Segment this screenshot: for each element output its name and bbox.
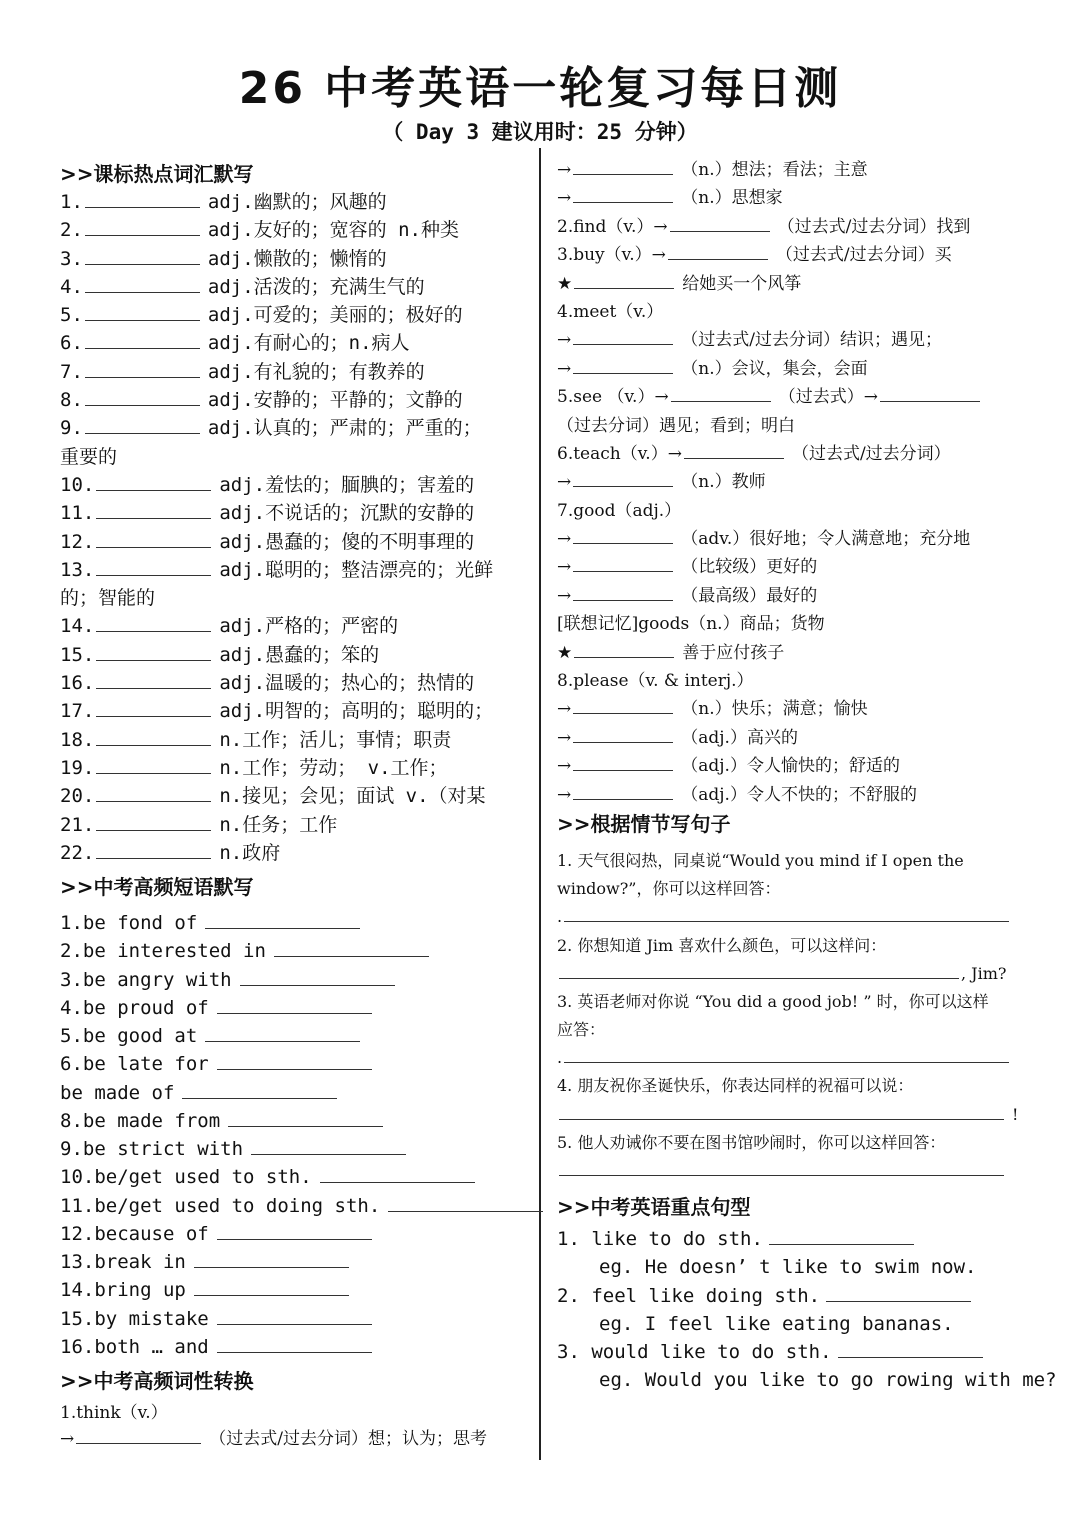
word-form-item xyxy=(557,610,1027,638)
phrase-item xyxy=(60,994,528,1022)
phrase-text: 6.be late for xyxy=(60,1053,209,1076)
phrase-text: 12.because of xyxy=(60,1222,209,1245)
section-heading-phrases: >>中考高频短语默写 xyxy=(60,875,254,900)
answer-blank[interactable] xyxy=(573,712,673,714)
phrase-text: 3.be angry with xyxy=(60,968,232,991)
word-form-def: （n.）快乐；满意；愉快 xyxy=(681,699,868,720)
answer-blank[interactable] xyxy=(573,570,673,572)
word-forms-list xyxy=(557,156,1027,809)
word-form-item xyxy=(557,156,1027,184)
vocab-item xyxy=(60,414,528,442)
word-form-item xyxy=(557,553,1027,581)
word-form-prefix: → xyxy=(557,699,572,720)
sentence-item xyxy=(557,1072,1027,1128)
sentence-question: 2. 你想知道 Jim 喜欢什么颜色，可以这样问： xyxy=(557,935,887,955)
answer-blank[interactable] xyxy=(684,457,784,459)
pattern-list xyxy=(557,1225,1057,1394)
vocab-item xyxy=(60,188,528,216)
answer-blank[interactable] xyxy=(96,687,211,689)
phrase-text: 2.be interested in xyxy=(60,940,266,963)
answer-prefix: . xyxy=(557,907,563,927)
word-form-prefix: → xyxy=(557,529,572,550)
phrase-item xyxy=(60,1079,528,1107)
word-form-def: （过去式/过去分词） xyxy=(791,443,951,464)
vocab-def: n.工作；活儿；事情；职责 xyxy=(219,728,452,751)
word-form-item xyxy=(557,497,1027,525)
answer-blank[interactable] xyxy=(96,489,211,491)
left-column xyxy=(60,156,528,1453)
answer-blank[interactable] xyxy=(274,955,429,957)
answer-blank[interactable] xyxy=(573,201,673,203)
vocab-item xyxy=(60,329,528,357)
answer-blank[interactable] xyxy=(76,1442,201,1444)
phrase-text: 10.be/get used to sth. xyxy=(60,1166,312,1189)
answer-blank[interactable] xyxy=(671,400,771,402)
answer-blank[interactable] xyxy=(559,1118,1004,1120)
vocab-num: 7. xyxy=(60,360,83,383)
phrase-text: 11.be/get used to doing sth. xyxy=(60,1194,381,1217)
word-form-def: （adv.）很好地；令人满意地；充分地 xyxy=(681,529,971,550)
answer-blank[interactable] xyxy=(228,1125,383,1127)
page-subtitle: （ Day 3 建议用时：25 分钟） xyxy=(382,120,698,144)
answer-blank[interactable] xyxy=(96,800,211,802)
word-form-def: 善于应付孩子 xyxy=(682,642,785,663)
vocab-continuation: 的；智能的 xyxy=(60,587,156,610)
vocab-num: 6. xyxy=(60,332,83,355)
vocab-num: 9. xyxy=(60,417,83,440)
sentence-answer-row xyxy=(557,1044,1027,1072)
word-form-item xyxy=(557,695,1027,723)
answer-blank[interactable] xyxy=(564,1061,1009,1063)
sentence-question-cont: window?”，你可以这样回答： xyxy=(557,879,781,899)
answer-blank[interactable] xyxy=(96,744,211,746)
phrase-item xyxy=(60,1135,528,1163)
answer-blank[interactable] xyxy=(85,347,200,349)
phrase-text: 9.be strict with xyxy=(60,1138,244,1161)
pattern-text: 1. like to do sth. xyxy=(557,1228,763,1251)
answer-blank[interactable] xyxy=(96,772,211,774)
pattern-item xyxy=(557,1225,1027,1253)
vocab-num: 12. xyxy=(60,530,95,553)
phrase-item xyxy=(60,1220,528,1248)
word-form-prefix: 6.teach（v.）→ xyxy=(557,443,682,464)
answer-blank[interactable] xyxy=(217,1068,372,1070)
vocab-def: adj.可爱的；美丽的；极好的 xyxy=(207,304,463,327)
answer-blank[interactable] xyxy=(388,1210,543,1212)
sentence-item xyxy=(557,932,1027,988)
answer-blank[interactable] xyxy=(217,1012,372,1014)
word-form-item xyxy=(557,383,1027,411)
phrase-text: 5.be good at xyxy=(60,1025,198,1048)
word-form-def: （adj.）高兴的 xyxy=(681,727,798,748)
phrase-item xyxy=(60,1163,528,1191)
answer-blank[interactable] xyxy=(559,977,959,979)
word-form-item xyxy=(557,184,1027,212)
vocab-num: 17. xyxy=(60,700,95,723)
word-form-prefix: → xyxy=(557,756,572,777)
word-form-prefix: → xyxy=(557,160,572,180)
word-form-text: 7.good（adj.） xyxy=(557,500,682,521)
answer-blank[interactable] xyxy=(564,920,1009,922)
answer-blank[interactable] xyxy=(573,599,673,601)
vocab-def: adj.愚蠢的；傻的不明事理的 xyxy=(219,530,475,553)
think-arrow: → xyxy=(60,1429,75,1450)
phrase-text: 13.break in xyxy=(60,1251,186,1274)
answer-blank[interactable] xyxy=(251,1153,406,1155)
vocab-num: 10. xyxy=(60,473,95,496)
vocab-num: 22. xyxy=(60,841,95,864)
vocab-num: 3. xyxy=(60,247,83,270)
word-form-prefix: 3.buy（v.）→ xyxy=(557,245,666,266)
answer-blank[interactable] xyxy=(96,517,211,519)
vocab-def: adj.明智的；高明的；聪明的； xyxy=(219,700,494,723)
vocab-def: adj.愚蠢的；笨的 xyxy=(219,643,380,666)
word-form-item xyxy=(557,781,1027,809)
answer-blank[interactable] xyxy=(85,319,200,321)
phrase-text: 14.bring up xyxy=(60,1279,186,1302)
word-form-def: （过去式/过去分词）结识；遇见； xyxy=(681,330,942,351)
answer-blank[interactable] xyxy=(574,656,674,658)
answer-blank[interactable] xyxy=(573,485,673,487)
answer-prefix: . xyxy=(557,1048,563,1068)
vocab-item xyxy=(60,528,528,556)
word-form-def: （过去式/过去分词）买 xyxy=(775,245,952,266)
phrase-item xyxy=(60,966,528,994)
phrase-list xyxy=(60,909,528,1361)
vocab-item xyxy=(60,301,528,329)
answer-blank[interactable] xyxy=(573,343,673,345)
answer-blank[interactable] xyxy=(573,741,673,743)
word-form-prefix: → xyxy=(557,557,572,578)
vocab-def: n.政府 xyxy=(219,841,281,864)
phrase-text: 8.be made from xyxy=(60,1109,221,1132)
page-title: 26 中考英语一轮复习每日测 xyxy=(238,63,842,114)
word-form-item xyxy=(557,440,1027,468)
vocab-item xyxy=(60,641,528,669)
word-form-item xyxy=(557,582,1027,610)
vocab-item xyxy=(60,811,528,839)
answer-blank[interactable] xyxy=(838,1356,983,1358)
word-form-prefix: → xyxy=(557,472,572,493)
sentence-question: 4. 朋友祝你圣诞快乐，你表达同样的祝福可以说： xyxy=(557,1076,914,1096)
vocab-def: adj.友好的；宽容的 n.种类 xyxy=(207,219,459,242)
sentence-question: 5. 他人劝诫你不要在图书馆吵闹时，你可以这样回答： xyxy=(557,1132,946,1152)
word-form-item xyxy=(557,525,1027,553)
word-form-item xyxy=(557,241,1027,269)
answer-blank[interactable] xyxy=(574,287,674,289)
vocab-num: 14. xyxy=(60,615,95,638)
phrase-text: 15.by mistake xyxy=(60,1307,209,1330)
word-form-item xyxy=(557,667,1027,695)
sentence-item xyxy=(557,988,1027,1073)
answer-blank[interactable] xyxy=(826,1300,971,1302)
answer-blank[interactable] xyxy=(194,1294,349,1296)
pattern-text: 2. feel like doing sth. xyxy=(557,1284,821,1307)
answer-blank[interactable] xyxy=(85,206,200,208)
answer-blank[interactable] xyxy=(769,1243,914,1245)
answer-blank[interactable] xyxy=(85,376,200,378)
answer-blank[interactable] xyxy=(85,432,200,434)
sentence-question: 3. 英语老师对你说 “You did a good job! ” 时，你可以这样 xyxy=(557,991,989,1011)
think-row xyxy=(60,1425,528,1453)
vocab-num: 15. xyxy=(60,643,95,666)
vocab-def: adj.活泼的；充满生气的 xyxy=(207,275,425,298)
answer-blank[interactable] xyxy=(205,927,360,929)
vocab-continuation: 重要的 xyxy=(60,445,118,468)
answer-blank[interactable] xyxy=(96,546,211,548)
answer-blank[interactable] xyxy=(96,829,211,831)
phrase-text: 4.be proud of xyxy=(60,996,209,1019)
answer-blank[interactable] xyxy=(668,258,768,260)
answer-blank[interactable] xyxy=(573,372,673,374)
word-form-item xyxy=(557,412,1027,440)
sentence-question: 1. 天气很闷热，同桌说“Would you mind if I open the xyxy=(557,850,964,870)
vocab-def: adj.懒散的；懒惰的 xyxy=(207,247,387,270)
answer-blank[interactable] xyxy=(573,542,673,544)
vocab-def: adj.聪明的；整洁漂亮的；光鲜 xyxy=(219,558,494,581)
word-form-prefix: 2.find（v.）→ xyxy=(557,216,668,237)
phrase-item xyxy=(60,1022,528,1050)
phrase-item xyxy=(60,1107,528,1135)
answer-blank[interactable] xyxy=(182,1097,337,1099)
answer-blank[interactable] xyxy=(96,659,211,661)
vocab-num: 19. xyxy=(60,756,95,779)
vocab-def: adj.幽默的；风趣的 xyxy=(207,191,387,213)
sentence-answer-row xyxy=(557,960,1027,988)
vocab-list xyxy=(60,188,528,867)
answer-blank[interactable] xyxy=(85,263,200,265)
answer-blank[interactable] xyxy=(96,630,211,632)
section-heading-sentences: >>根据情节写句子 xyxy=(557,811,731,836)
sentence-question-cont: 应答： xyxy=(557,1020,606,1040)
answer-blank[interactable] xyxy=(559,1174,1004,1176)
answer-blank[interactable] xyxy=(573,173,673,175)
answer-blank[interactable] xyxy=(96,715,211,717)
word-form-item xyxy=(557,639,1027,667)
vocab-num: 20. xyxy=(60,785,95,808)
word-form-prefix: → xyxy=(557,330,572,351)
word-form-text: （过去分词）遇见；看到；明白 xyxy=(557,415,795,436)
section-heading-patterns: >>中考英语重点句型 xyxy=(557,1195,751,1220)
pattern-item xyxy=(557,1282,1027,1310)
phrase-item xyxy=(60,937,528,965)
word-form-item xyxy=(557,326,1027,354)
vocab-item xyxy=(60,782,528,810)
section-heading-word-forms: >>中考高频词性转换 xyxy=(60,1369,254,1394)
sentence-item xyxy=(557,847,1027,932)
phrase-text: be made of xyxy=(60,1081,175,1104)
word-form-item xyxy=(557,213,1027,241)
vocab-def: adj.有礼貌的；有教养的 xyxy=(207,360,425,383)
word-form-prefix: → xyxy=(557,188,572,209)
answer-blank[interactable] xyxy=(880,400,980,402)
vocab-item xyxy=(60,499,528,527)
word-form-prefix: ★ xyxy=(557,642,573,663)
vocab-num: 11. xyxy=(60,502,95,525)
vocab-item xyxy=(60,612,528,640)
vocab-def: adj.认真的；严肃的；严重的； xyxy=(207,417,482,440)
vocab-item xyxy=(60,245,528,273)
word-form-text: 4.meet（v.） xyxy=(557,301,664,322)
word-form-def: （过去式）→ xyxy=(778,387,878,408)
word-form-text: [联想记忆]goods（n.）商品；货物 xyxy=(557,614,825,635)
word-form-prefix: → xyxy=(557,358,572,379)
vocab-def: adj.有耐心的；n.病人 xyxy=(207,332,410,355)
answer-blank[interactable] xyxy=(96,574,211,576)
answer-blank[interactable] xyxy=(85,404,200,406)
sentence-list xyxy=(557,847,1027,1185)
vocab-def: n.接见；会见；面试 v.（对某 xyxy=(219,785,486,808)
word-form-item xyxy=(557,270,1027,298)
vocab-item xyxy=(60,273,528,301)
word-form-def: （n.）教师 xyxy=(681,472,766,493)
vocab-item xyxy=(60,471,528,499)
vocab-def: adj.严格的；严密的 xyxy=(219,615,399,638)
column-divider xyxy=(539,148,541,1460)
vocab-num: 5. xyxy=(60,304,83,327)
answer-suffix: ! xyxy=(1012,1104,1019,1124)
vocab-item xyxy=(60,697,528,725)
answer-blank[interactable] xyxy=(670,230,770,232)
answer-blank[interactable] xyxy=(217,1323,372,1325)
word-form-def: 给她买一个风筝 xyxy=(682,273,802,294)
vocab-def: n.任务；工作 xyxy=(219,813,338,836)
word-form-def: （n.）思想家 xyxy=(681,188,783,209)
word-form-def: （n.）想法；看法；主意 xyxy=(681,160,868,180)
think-def: （过去式/过去分词）想；认为；思考 xyxy=(209,1429,487,1450)
vocab-def: adj.羞怯的；腼腆的；害羞的 xyxy=(219,473,475,496)
vocab-def: adj.不说话的；沉默的安静的 xyxy=(219,502,475,525)
answer-blank[interactable] xyxy=(217,1351,372,1353)
phrase-item xyxy=(60,1050,528,1078)
vocab-num: 2. xyxy=(60,219,83,242)
answer-blank[interactable] xyxy=(240,984,395,986)
answer-blank[interactable] xyxy=(85,234,200,236)
vocab-item xyxy=(60,216,528,244)
vocab-item xyxy=(60,386,528,414)
vocab-num: 21. xyxy=(60,813,95,836)
answer-blank[interactable] xyxy=(320,1181,475,1183)
answer-blank[interactable] xyxy=(194,1266,349,1268)
answer-blank[interactable] xyxy=(573,798,673,800)
word-form-item xyxy=(557,355,1027,383)
sentence-answer-row xyxy=(557,1101,1027,1129)
word-form-prefix: → xyxy=(557,585,572,606)
word-form-def: （adj.）令人不快的；不舒服的 xyxy=(681,784,917,805)
sentence-answer-row xyxy=(557,1157,1027,1185)
phrase-item xyxy=(60,1276,528,1304)
think-head: 1.think（v.） xyxy=(60,1403,168,1424)
vocab-def: adj.安静的；平静的；文静的 xyxy=(207,389,463,412)
answer-blank[interactable] xyxy=(96,857,211,859)
word-form-def: （n.）会议，集会，会面 xyxy=(681,358,868,379)
vocab-item xyxy=(60,754,528,782)
vocab-num: 4. xyxy=(60,275,83,298)
answer-blank[interactable] xyxy=(205,1040,360,1042)
pattern-example: eg. I feel like eating bananas. xyxy=(599,1312,954,1335)
vocab-item xyxy=(60,669,528,697)
answer-blank[interactable] xyxy=(573,769,673,771)
phrase-item xyxy=(60,1333,528,1361)
vocab-item xyxy=(60,839,528,867)
section-heading-hot-words: >>课标热点词汇默写 xyxy=(60,162,254,186)
answer-suffix: , Jim? xyxy=(961,963,1007,983)
pattern-example: eg. He doesn’ t like to swim now. xyxy=(599,1256,977,1279)
word-form-prefix: ★ xyxy=(557,273,573,294)
word-form-prefix: → xyxy=(557,727,572,748)
answer-blank[interactable] xyxy=(85,291,200,293)
word-form-text: 8.please（v. & interj.） xyxy=(557,671,754,692)
phrase-text: 1.be fond of xyxy=(60,912,198,935)
word-form-item xyxy=(557,752,1027,780)
pattern-item xyxy=(557,1338,1027,1366)
word-form-item xyxy=(557,468,1027,496)
phrase-text: 16.both … and xyxy=(60,1335,209,1358)
vocab-def: n.工作；劳动； v.工作； xyxy=(219,756,448,779)
right-column xyxy=(557,156,1057,1394)
word-form-def: （比较级）更好的 xyxy=(681,557,818,578)
vocab-item xyxy=(60,726,528,754)
vocab-item xyxy=(60,358,528,386)
sentence-item xyxy=(557,1129,1027,1185)
pattern-text: 3. would like to do sth. xyxy=(557,1340,832,1363)
vocab-num: 8. xyxy=(60,389,83,412)
phrase-item xyxy=(60,1192,528,1220)
vocab-def: adj.温暖的；热心的；热情的 xyxy=(219,672,475,695)
phrase-item xyxy=(60,1248,528,1276)
word-form-item xyxy=(557,724,1027,752)
word-form-def: （最高级）最好的 xyxy=(681,585,818,606)
vocab-item xyxy=(60,556,528,584)
phrase-item xyxy=(60,1305,528,1333)
vocab-num: 1. xyxy=(60,191,83,213)
vocab-num: 18. xyxy=(60,728,95,751)
word-form-def: （过去式/过去分词）找到 xyxy=(777,216,971,237)
vocab-num: 16. xyxy=(60,672,95,695)
pattern-example: eg. Would you like to go rowing with me? xyxy=(599,1369,1057,1392)
word-form-item xyxy=(557,298,1027,326)
answer-blank[interactable] xyxy=(217,1238,372,1240)
word-form-prefix: → xyxy=(557,784,572,805)
word-form-prefix: 5.see （v.）→ xyxy=(557,387,669,408)
sentence-answer-row xyxy=(557,903,1027,931)
word-form-def: （adj.）令人愉快的；舒适的 xyxy=(681,756,900,777)
phrase-item xyxy=(60,909,528,937)
vocab-num: 13. xyxy=(60,558,95,581)
